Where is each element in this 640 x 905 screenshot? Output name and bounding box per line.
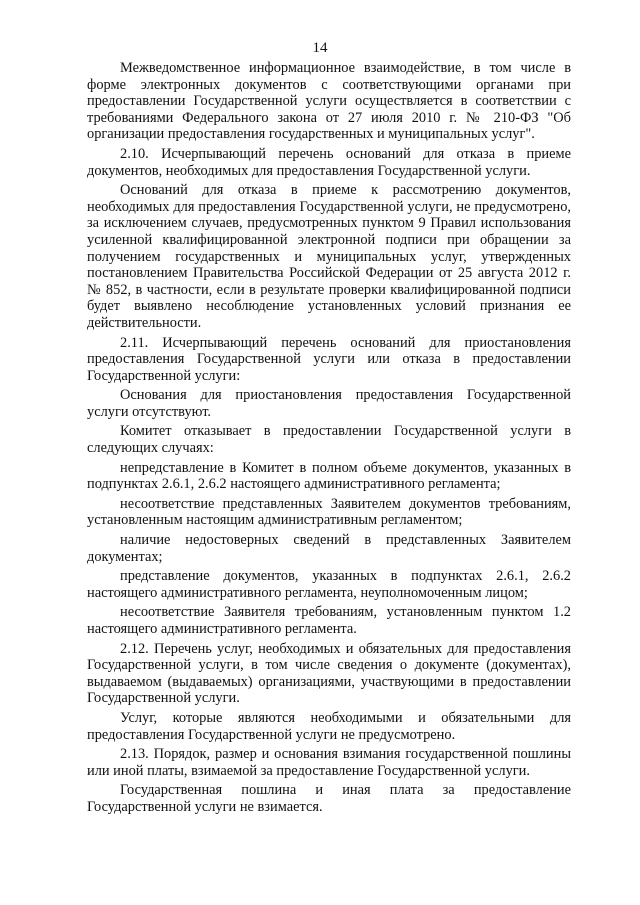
paragraph-2-12-heading: 2.12. Перечень услуг, необходимых и обязательных для предоставления Государственной услуги, в том числе сведения о документе (документах), выдаваемом (выдаваемых) организациями, участвующими в предоставлении Государственной услуги. — [87, 640, 571, 707]
paragraph-no-refusal-grounds: Оснований для отказа в приеме к рассмотрению документов, необходимых для предоставления Государственной услуги, не предусмотрено, за исключением случаев, предусмотренных пунктом 9 Правил использования усиленной квалифицированной электронной подписи при обращении за получением государственных и муниципальных услуг, утвержденных постановлением Правительства Российской Федерации от 25 августа 2012 г. № 852, в частности, если в результате проверки квалифицированной подписи будет выявлено несоблюдение установленных условий признания ее действительности. — [87, 182, 571, 331]
paragraph-2-13-heading: 2.13. Порядок, размер и основания взимания государственной пошлины или иной платы, взимаемой за предоставление Государственной услуги. — [87, 746, 571, 779]
document-body — [87, 60, 571, 816]
list-item-applicant-noncompliance: несоответствие Заявителя требованиям, установленным пунктом 1.2 настоящего административного регламента. — [87, 604, 571, 637]
page-number: 14 — [312, 40, 328, 56]
paragraph-no-suspension-grounds: Основания для приостановления предоставления Государственной услуги отсутствуют. — [87, 387, 571, 420]
paragraph-interagency-interaction: Межведомственное информационное взаимодействие, в том числе в форме электронных документов с соответствующими органами при предоставлении Государственной услуги осуществляется в соответствии с требованиями Федерального закона от 27 июля 2010 г. № 210-ФЗ "Об организации предоставления государственных и муниципальных услуг". — [87, 60, 571, 143]
paragraph-2-11-heading: 2.11. Исчерпывающий перечень оснований для приостановления предоставления Государственной услуги или отказа в предоставлении Государственной услуги: — [87, 334, 571, 384]
paragraph-no-fee: Государственная пошлина и иная плата за предоставление Государственной услуги не взимается. — [87, 782, 571, 815]
list-item-nonconforming-documents: несоответствие представленных Заявителем документов требованиям, установленным настоящим административным регламентом; — [87, 495, 571, 529]
paragraph-2-10-heading: 2.10. Исчерпывающий перечень оснований для отказа в приеме документов, необходимых для предоставления Государственной услуги. — [87, 145, 571, 179]
paragraph-refusal-cases-intro: Комитет отказывает в предоставлении Государственной услуги в следующих случаях: — [87, 423, 571, 457]
paragraph-no-required-services: Услуг, которые являются необходимыми и обязательными для предоставления Государственной услуги не предусмотрено. — [87, 709, 571, 743]
list-item-false-information: наличие недостоверных сведений в представленных Заявителем документах; — [87, 532, 571, 565]
list-item-unauthorized-person: представление документов, указанных в подпунктах 2.6.1, 2.6.2 настоящего административного регламента, неуполномоченным лицом; — [87, 568, 571, 601]
list-item-incomplete-documents: непредставление в Комитет в полном объеме документов, указанных в подпунктах 2.6.1, 2.6.2 настоящего административного регламента; — [87, 459, 571, 493]
